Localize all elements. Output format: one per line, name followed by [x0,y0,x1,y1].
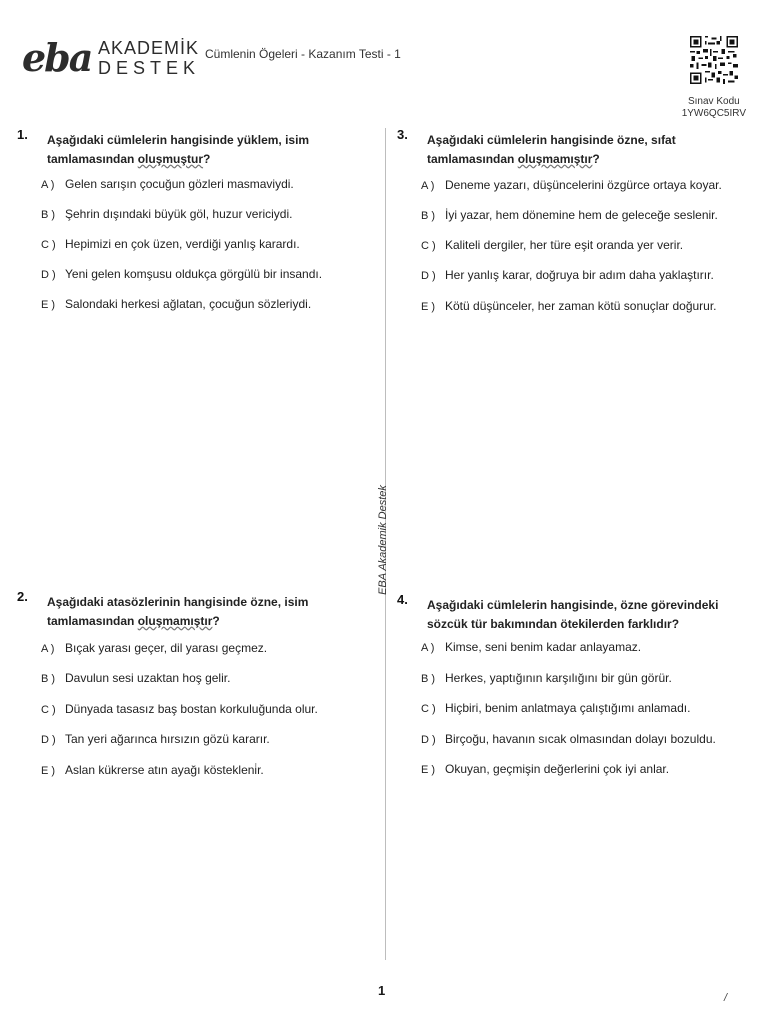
option-text: Dünyada tasasız baş bostan korkuluğunda olur. [65,702,318,716]
option-text: Tan yeri ağarınca hırsızın gözü kararır. [65,732,270,746]
question-stem [427,131,735,169]
option-text: Herkes, yaptığının karşılığını bir gün görür. [445,671,672,685]
stem-emphasis: oluşmuştur [137,152,204,166]
option-text: İyi yazar, hem dönemine hem de geleceğe seslenir. [445,208,718,222]
option-letter: A ) [41,179,55,191]
question-stem [47,593,355,631]
option-letter: C ) [41,704,56,716]
stem-end: ? [592,152,600,166]
option-c[interactable] [421,238,683,252]
option-c[interactable] [41,237,300,251]
option-text: Şehrin dışındaki büyük göl, huzur vericiydi. [65,207,293,221]
option-text: Hepimizi en çok üzen, verdiği yanlış karardı. [65,237,300,251]
option-letter: E ) [421,301,436,313]
option-a[interactable] [41,641,267,655]
option-text: Aslan kükrerse atın ayağı köstekleni̇r. [65,763,264,777]
option-text: Yeni gelen komşusu oldukça görgülü bir insandı. [65,267,323,281]
document-title: Cümlenin Ögeleri - Kazanım Testi - 1 [205,47,401,61]
option-b[interactable] [41,207,292,221]
option-d[interactable] [421,268,714,282]
option-letter: D ) [41,734,56,746]
stem-text: Aşağıdaki cümlelerin hangisinde, özne görevindeki sözcük tür bakımından ötekilerden farklıdır? [427,598,719,631]
option-letter: A ) [421,180,435,192]
logo-akademik-text: AKADEMİK [98,38,200,58]
question-number: 4. [397,592,408,607]
option-b[interactable] [421,671,672,685]
option-d[interactable] [421,732,716,746]
option-d[interactable] [41,732,270,746]
option-d[interactable] [41,267,322,281]
stem-end: ? [203,152,211,166]
logo-destek-text: DESTEK [98,58,201,78]
option-text: Her yanlış karar, doğruya bir adım daha yaklaştırır. [445,268,714,282]
option-text: Salondaki herkesi ağlatan, çocuğun sözleriydi. [65,297,312,311]
option-letter: E ) [41,299,56,311]
option-text: Birçoğu, havanın sıcak olmasından dolayı bozuldu. [445,732,716,746]
exam-code-block [682,96,746,120]
option-letter: D ) [421,270,436,282]
stem-text: Aşağıdaki cümlelerin hangisinde özne, sıfat tamlamasından [427,133,676,166]
option-letter: E ) [41,765,56,777]
option-text: Kaliteli dergiler, her türe eşit oranda yer verir. [445,238,684,252]
stem-emphasis: oluşmamıştır [137,614,213,628]
option-letter: C ) [421,703,436,715]
option-letter: B ) [421,673,436,685]
option-letter: C ) [41,239,56,251]
option-text: Kimse, seni benim kadar anlayamaz. [445,640,642,654]
option-letter: B ) [421,210,436,222]
stem-text: Aşağıdaki atasözlerinin hangisinde özne, isim tamlamasından [47,595,309,628]
option-c[interactable] [41,702,318,716]
option-e[interactable] [421,299,717,313]
option-text: Bıçak yarası geçer, dil yarası geçmez. [65,641,268,655]
watermark-text: EBA Akademik Destek [377,485,389,595]
option-letter: E ) [421,764,436,776]
eba-akademik-destek-logo [22,36,202,80]
option-text: Kötü düşünceler, her zaman kötü sonuçlar doğurur. [445,299,717,313]
question-stem [427,596,735,634]
option-e[interactable] [41,297,311,311]
option-letter: D ) [421,734,436,746]
exam-code-value: 1YW6QC5IRV [681,108,746,119]
page-number: 1 [378,983,386,998]
logo-eba-text: eba [22,35,92,80]
option-b[interactable] [41,671,230,685]
option-a[interactable] [41,177,294,191]
option-letter: C ) [421,240,436,252]
qr-code-icon [690,36,738,84]
option-text: Hiçbiri, benim anlatmaya çalıştığımı anlamadı. [445,701,691,715]
option-letter: A ) [41,643,55,655]
stem-text: Aşağıdaki cümlelerin hangisinde yüklem, isim tamlamasından [47,133,310,166]
option-b[interactable] [421,208,718,222]
option-text: Deneme yazarı, düşüncelerini özgürce ortaya koyar. [445,178,722,192]
question-stem [47,131,355,169]
option-letter: D ) [41,269,56,281]
option-c[interactable] [421,701,690,715]
corner-mark: / [724,992,728,1004]
exam-code-label: Sınav Kodu [687,96,740,107]
stem-emphasis: oluşmamıştır [517,152,593,166]
option-letter: B ) [41,209,56,221]
option-e[interactable] [421,762,669,776]
option-a[interactable] [421,178,722,192]
option-letter: B ) [41,673,56,685]
stem-end: ? [212,614,220,628]
option-text: Okuyan, geçmişin değerlerini çok iyi anlar. [445,762,670,776]
option-letter: A ) [421,642,435,654]
option-e[interactable] [41,763,264,777]
question-number: 3. [397,127,408,142]
option-a[interactable] [421,640,641,654]
question-number: 1. [17,127,28,142]
option-text: Gelen sarışın çocuğun gözleri masmaviydi. [65,177,294,191]
question-number: 2. [17,589,28,604]
option-text: Davulun sesi uzaktan hoş gelir. [65,671,231,685]
